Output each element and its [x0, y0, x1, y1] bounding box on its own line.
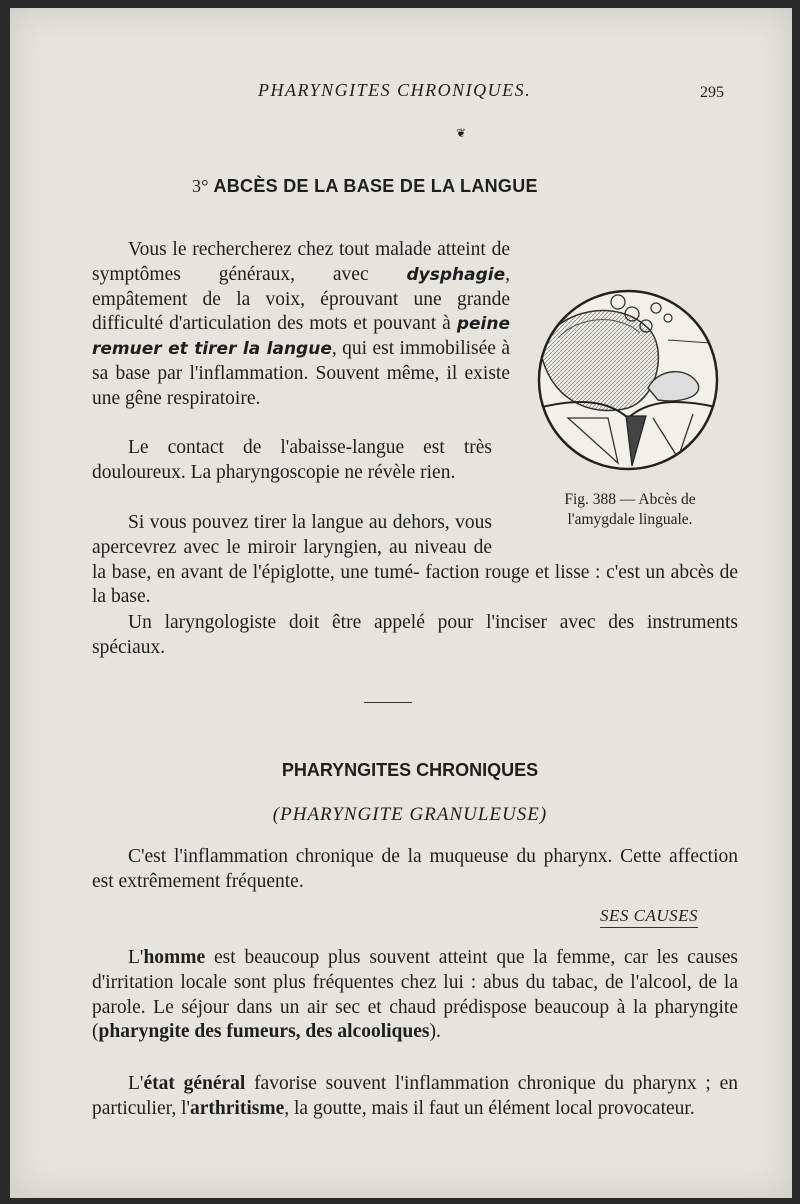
paragraph-contact: [92, 436, 492, 486]
figure-caption: [522, 490, 738, 530]
bold-etat-general: état général: [143, 1073, 246, 1094]
chapter-subtitle: (PHARYNGITE GRANULEUSE): [272, 804, 548, 825]
subheading-causes: SES CAUSES: [600, 906, 698, 928]
page-header: [10, 80, 792, 110]
text-run: ).: [429, 1021, 441, 1043]
text-run: L': [128, 947, 144, 968]
bold-fumeurs: pharyngite des fumeurs, des alcooliques: [98, 1021, 430, 1043]
text-run: Si vous pouvez tirer la langue au dehors, vous apercevrez avec le miroir laryngien, au niveau de la base, en avant de l'épiglotte, une tumé-: [92, 512, 492, 583]
section-title-text: ABCÈS DE LA BASE DE LA LANGUE: [213, 176, 538, 196]
section-number: 3°: [192, 176, 209, 196]
text-run: est beaucoup plus souvent atteint que la femme, car les causes d'irritation locale sont plus fréquentes chez lui : abus du tabac, de l'alcool, de la parole. Le séjour dans un air sec et chaud prédispose beaucoup à la pharyngite (: [92, 947, 738, 1043]
book-page: [10, 8, 792, 1198]
section-divider: [364, 702, 412, 703]
section-title: [192, 176, 538, 197]
caption-float-space: [492, 535, 738, 559]
emphasis-dysphagie: dysphagie: [406, 264, 506, 285]
bold-arthritisme: arthritisme: [190, 1097, 285, 1119]
text-run: , la goutte, mais il faut un élément local provocateur.: [284, 1097, 695, 1119]
paragraph-definition: [92, 845, 738, 895]
text-run: C'est l'inflammation chronique de la muqueuse du pharynx. Cette affection est extrêmement fréquente.: [92, 846, 738, 892]
figure-caption-line-2: l'amygdale linguale.: [567, 511, 693, 528]
text-run: Vous le rechercherez chez tout malade atteint de symptômes généraux, avec: [92, 239, 510, 285]
emphasis-peine-remuer: peine remuer et tirer la langue: [92, 314, 510, 360]
figure-illustration: [522, 288, 732, 488]
page-number: 295: [700, 84, 724, 101]
bold-homme: homme: [143, 947, 206, 968]
running-title: PHARYNGITES CHRONIQUES.: [258, 80, 532, 100]
figure-caption-line-1: Fig. 388 — Abcès de: [564, 491, 696, 508]
paragraph-causes: [92, 946, 738, 1045]
text-run: L': [128, 1073, 144, 1094]
paragraph-laryngologiste: [92, 611, 738, 661]
text-run: favorise souvent l'inflammation chronique du pharynx ; en particulier, l': [92, 1073, 738, 1119]
paragraph-etat-general: [92, 1072, 738, 1122]
text-run: faction rouge et lisse : c'est un abcès de la base.: [92, 561, 739, 608]
text-run: Le contact de l'abaisse-langue est très douloureux. La pharyngoscopie ne révèle rien.: [92, 437, 492, 483]
text-run: Un laryngologiste doit être appelé pour l'inciser avec des instruments spéciaux.: [92, 612, 738, 658]
tongue-abscess-illustration: [528, 288, 728, 478]
text-run: , qui est immobilisée à sa base par l'inflammation. Souvent même, il existe une gêne respiratoire.: [92, 338, 510, 409]
chapter-title: PHARYNGITES CHRONIQUES: [281, 760, 539, 780]
ornament-icon: ❦: [456, 126, 467, 140]
text-run: , empâtement de la voix, éprouvant une grande difficulté d'articulation des mots et pouvant à: [92, 263, 510, 335]
